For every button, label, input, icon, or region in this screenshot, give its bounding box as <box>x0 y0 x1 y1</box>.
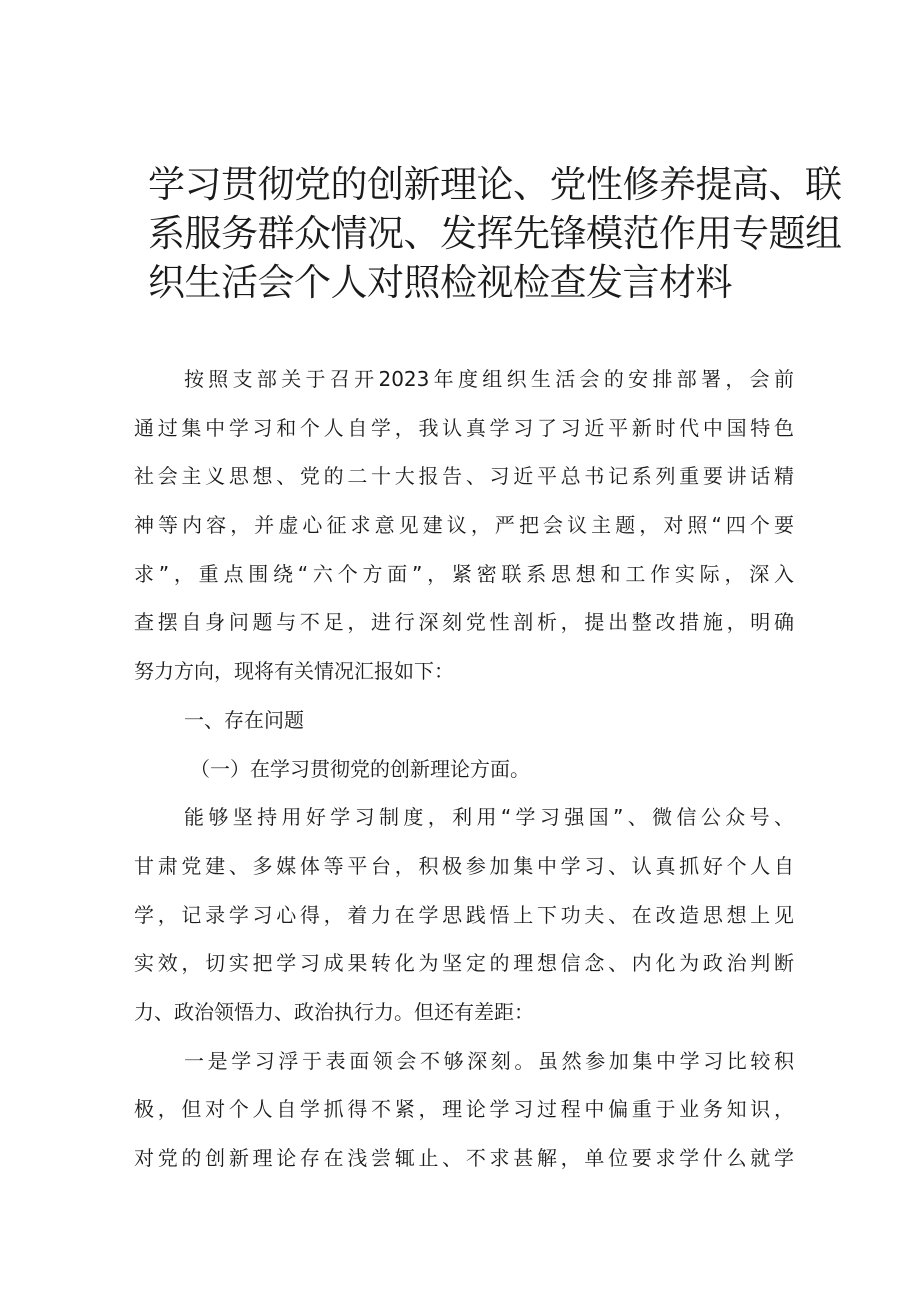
title-line: 系服务群众情况、发挥先锋模范作用专题组 <box>148 212 842 255</box>
title-line: 织生活会个人对照检视检查发言材料 <box>148 261 732 304</box>
subsection-heading <box>134 745 794 794</box>
text-line: 查摆自身问题与不足，进行深刻党性剖析，提出整改措施，明确 <box>134 610 794 635</box>
text-line: 通过集中学习和个人自学，我认真学习了习近平新时代中国特色 <box>134 415 794 440</box>
text-line: 甘肃党建、多媒体等平台，积极参加集中学习、认真抓好个人自 <box>134 853 794 878</box>
text-line: 社会主义思想、党的二十大报告、习近平总书记系列重要讲话精 <box>134 464 794 489</box>
text-line: 按照支部关于召开2023年度组织生活会的安排部署，会前 <box>184 367 794 391</box>
text-line: 实效，切实把学习成果转化为坚定的理想信念、内化为政治判断 <box>134 951 794 976</box>
paragraph-point-one <box>134 1037 794 1183</box>
heading-line: （一）在学习贯彻党的创新理论方面。 <box>190 756 530 781</box>
text-line: 求”，重点围绕“六个方面”，紧密联系思想和工作实际，深入 <box>134 561 794 586</box>
paragraph-intro <box>134 355 794 696</box>
title-line: 学习贯彻党的创新理论、党性修养提高、联 <box>148 163 842 206</box>
heading-line: 一、存在问题 <box>184 707 304 732</box>
section-heading <box>134 696 794 745</box>
text-line: 学，记录学习心得，着力在学思践悟上下功夫、在改造思想上见 <box>134 902 794 927</box>
text-line: 一是学习浮于表面领会不够深刻。虽然参加集中学习比较积 <box>184 1048 794 1073</box>
text-line: 神等内容，并虚心征求意见建议，严把会议主题，对照“四个要 <box>134 513 794 538</box>
paragraph-study <box>134 793 794 1036</box>
document-title <box>148 160 842 307</box>
document-body <box>134 355 794 1183</box>
text-line: 力、政治领悟力、政治执行力。但还有差距： <box>134 999 534 1024</box>
text-line: 努力方向，现将有关情况汇报如下： <box>134 659 454 684</box>
text-line: 对党的创新理论存在浅尝辄止、不求甚解，单位要求学什么就学 <box>134 1146 794 1170</box>
text-line: 极，但对个人自学抓得不紧，理论学习过程中偏重于业务知识， <box>134 1097 794 1122</box>
text-line: 能够坚持用好学习制度，利用“学习强国”、微信公众号、 <box>184 805 794 830</box>
